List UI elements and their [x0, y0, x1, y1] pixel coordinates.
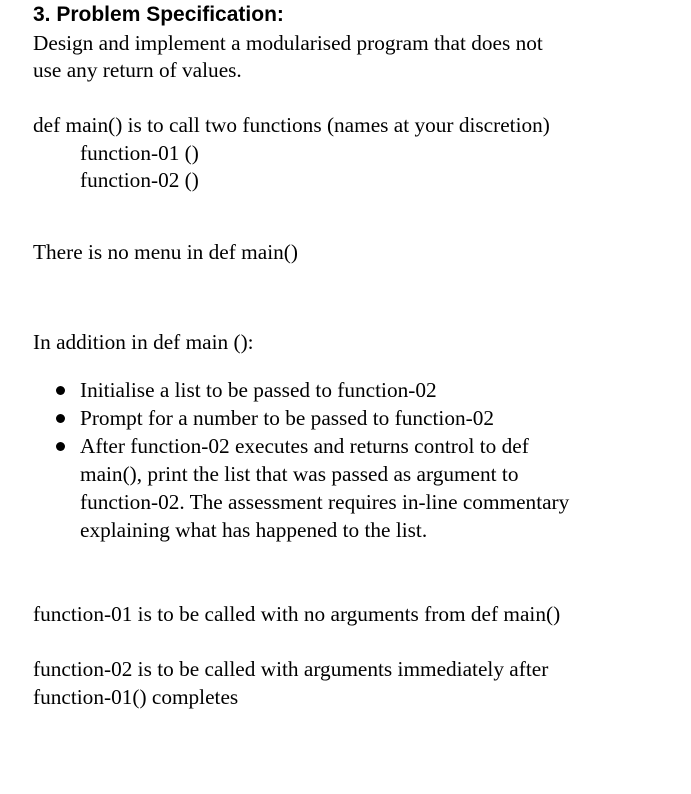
no-menu-note: There is no menu in def main() [33, 240, 298, 264]
function-02-note-line-2: function-01() completes [33, 685, 239, 709]
bullet-icon [56, 442, 65, 451]
list-item-text: explaining what has happened to the list. [80, 518, 428, 542]
addition-intro: In addition in def main (): [33, 330, 254, 354]
intro-line-1: Design and implement a modularised program that does not [33, 31, 543, 55]
list-item-text: Prompt for a number to be passed to function-02 [80, 406, 495, 430]
list-item-text: function-02. The assessment requires in-line commentary [80, 490, 570, 514]
list-item [33, 376, 640, 404]
list-item-text: Initialise a list to be passed to function-02 [80, 378, 437, 402]
function-02-note-line-1: function-02 is to be called with arguments immediately after [33, 657, 549, 681]
main-def-line: def main() is to call two functions (names at your discretion) [33, 113, 550, 137]
bullet-icon [56, 386, 65, 395]
function-01-signature: function-01 () [80, 141, 199, 165]
bullet-icon [56, 414, 65, 423]
list-item [33, 404, 640, 432]
function-01-note: function-01 is to be called with no arguments from def main() [33, 602, 561, 626]
intro-line-2: use any return of values. [33, 58, 242, 82]
requirements-list [33, 376, 640, 544]
section-heading: 3. Problem Specification: [33, 3, 284, 26]
function-02-signature: function-02 () [80, 168, 199, 192]
list-item-text: main(), print the list that was passed as argument to [80, 462, 519, 486]
list-item [33, 432, 640, 544]
list-item-text: After function-02 executes and returns control to def [80, 434, 529, 458]
